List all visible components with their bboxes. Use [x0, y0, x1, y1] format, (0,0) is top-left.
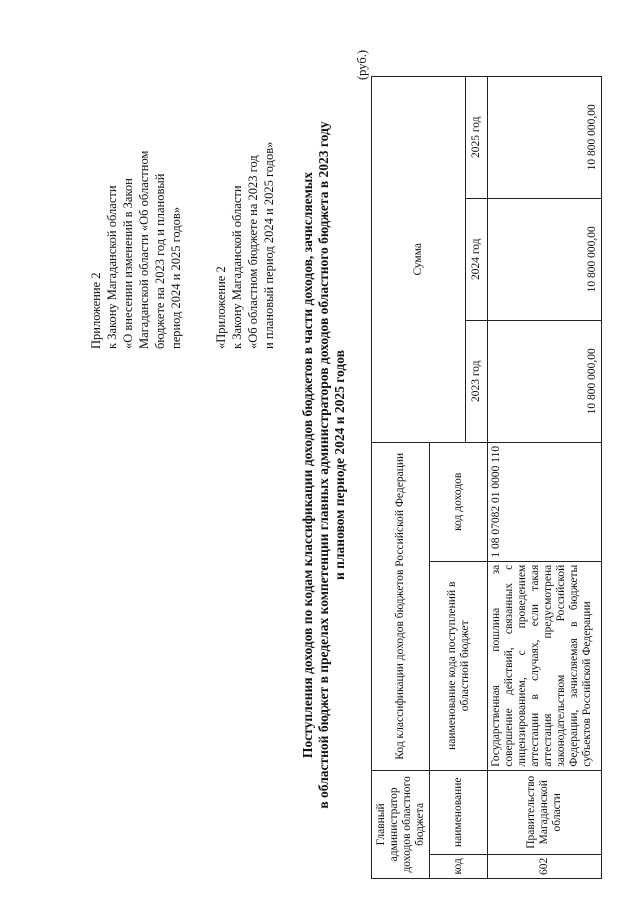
header-revenue-name: наименование кода поступлений в областной бюджет — [430, 561, 488, 770]
table-row — [488, 76, 602, 878]
admin-code-cell: 602 — [488, 854, 602, 878]
annex-line: «Приложение 2 — [214, 266, 228, 349]
annex-line: Магаданской области «Об областном — [137, 150, 151, 349]
revenue-code-cell: 1 08 07082 01 0000 110 — [488, 442, 602, 561]
title-line: в областной бюджет в пределах компетенции главных администраторов доходов областного бюджета в 2023 году — [316, 121, 331, 809]
admin-name-cell: Правительство Магаданской области — [488, 770, 602, 854]
header-sum-group: Сумма — [372, 76, 466, 442]
sum-2023-cell: 10 800 000,00 — [488, 320, 602, 442]
unit-label: (руб.) — [355, 50, 369, 80]
header-code: код — [430, 854, 488, 878]
annex-line: бюджете на 2023 год и плановый — [153, 173, 167, 349]
header-classification-group: Код классификации доходов бюджетов Российской Федерации — [372, 442, 430, 770]
header-year-2023: 2023 год — [466, 320, 488, 442]
table-header-row — [372, 76, 430, 878]
annex-line: к Закону Магаданской области — [230, 185, 244, 349]
header-revenue-code: код доходов — [430, 442, 488, 561]
sum-2024-cell: 10 800 000,00 — [488, 198, 602, 320]
revenue-table — [371, 76, 602, 879]
header-name: наименование — [430, 770, 488, 854]
header-year-2025: 2025 год — [466, 76, 488, 198]
annex-line: период 2024 и 2025 годов» — [169, 206, 183, 349]
annex-header-current — [88, 102, 184, 349]
title-line: Поступления доходов по кодам классификации доходов бюджетов в части доходов, зачисляемых — [300, 171, 315, 759]
annex-line: к Закону Магаданской области — [105, 185, 119, 349]
annex-line: и плановый период 2024 и 2025 годов» — [262, 141, 276, 349]
document-title — [300, 65, 348, 865]
annex-header-original — [213, 102, 277, 349]
sum-2025-cell: 10 800 000,00 — [488, 76, 602, 198]
annex-line: Приложение 2 — [89, 272, 103, 349]
revenue-name-cell: Государственная пошлина за совершение действий, связанных с лицензированием, с проведением аттестации в случаях, если такая аттестация предусмотрена законодательством Российской Федерации, зачисляемая в бюджеты субъектов Российской Федерации — [488, 561, 602, 770]
title-line: и плановом периоде 2024 и 2025 годов — [332, 350, 347, 580]
annex-line: «Об областном бюджете на 2023 год — [246, 155, 260, 349]
header-admin-group: Главный администратор доходов областного бюджета — [372, 770, 430, 878]
annex-line: «О внесении изменений в Закон — [121, 178, 135, 349]
header-year-2024: 2024 год — [466, 198, 488, 320]
